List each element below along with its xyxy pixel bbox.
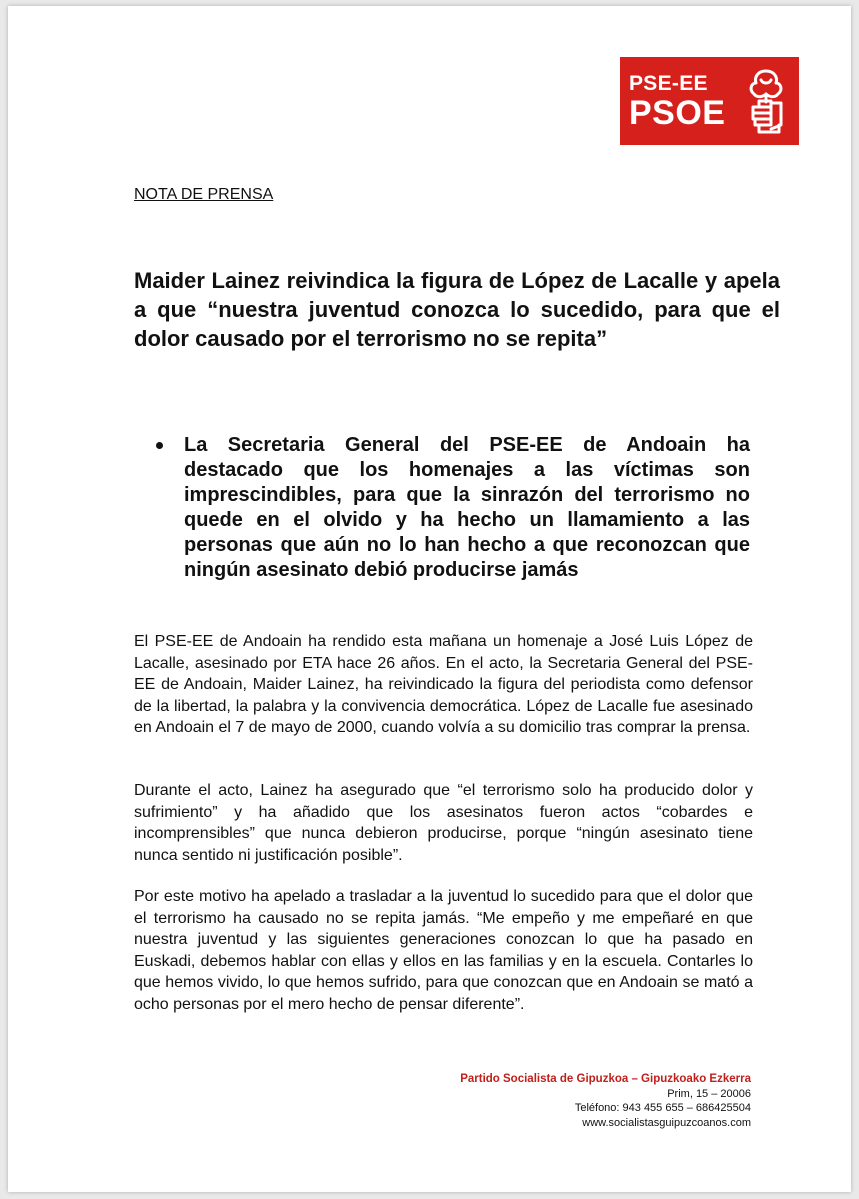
pse-psoe-logo [620, 57, 799, 145]
press-release-label: NOTA DE PRENSA [134, 186, 274, 203]
document-page [8, 6, 851, 1192]
body-paragraph-3: Por este motivo ha apelado a trasladar a la juventud lo sucedido para que el dolor que el terrorismo ha causado no se repita jamás. “Me empeño y me empeñaré en que nuestra juventud y las siguientes generaciones conozcan lo que ha pasado en Euskadi, debemos hablar con ellas y ellos en las familias y en la escuela. Contarles lo que hemos vivido, lo que hemos sufrido, para que conozcan que en Andoain se mató a ocho personas por el mero hecho de pensar diferente”. [134, 888, 753, 1013]
logo-line-1: PSE-EE [629, 71, 708, 95]
footer-address: Prim, 15 – 20006 [667, 1087, 751, 1100]
bullet-text: La Secretaria General del PSE-EE de Andoain ha destacado que los homenajes a las víctimas son imprescindibles, para que la sinrazón del terrorismo no quede en el olvido y ha hecho un llamamiento a las personas que aún no lo han hecho a que reconozcan que ningún asesinato debió producirse jamás [184, 434, 750, 581]
bullet-dot-icon [156, 442, 163, 449]
body-paragraph-2: Durante el acto, Lainez ha asegurado que “el terrorismo solo ha producido dolor y sufrimiento” y ha añadido que los asesinatos fueron actos “cobardes e incomprensibles” que nunca debieron producirse, porque “ningún asesinato tiene nunca sentido ni justificación posible”. [134, 782, 753, 864]
footer-website: www.socialistasguipuzcoanos.com [582, 1116, 751, 1129]
footer-phone: Teléfono: 943 455 655 – 686425504 [574, 1102, 751, 1114]
footer-contact [460, 1072, 751, 1130]
footer-organization: Partido Socialista de Gipuzkoa – Gipuzkoako Ezkerra [460, 1073, 751, 1085]
rose-fist-icon [739, 67, 793, 135]
headline: Maider Lainez reivindica la figura de López de Lacalle y apela a que “nuestra juventud conozca lo sucedido, para que el dolor causado por el terrorismo no se repita” [134, 268, 780, 351]
logo-line-2: PSOE [629, 93, 726, 132]
bullet-item [156, 433, 750, 583]
summary-bullets [156, 433, 750, 583]
body-paragraph-1: El PSE-EE de Andoain ha rendido esta mañana un homenaje a José Luis López de Lacalle, asesinado por ETA hace 26 años. En el acto, la Secretaria General del PSE-EE de Andoain, Maider Lainez, ha reivindicado la figura del periodista como defensor de la libertad, la palabra y la convivencia democrática. López de Lacalle fue asesinado en Andoain el 7 de mayo de 2000, cuando volvía a su domicilio tras comprar la prensa. [134, 633, 753, 736]
